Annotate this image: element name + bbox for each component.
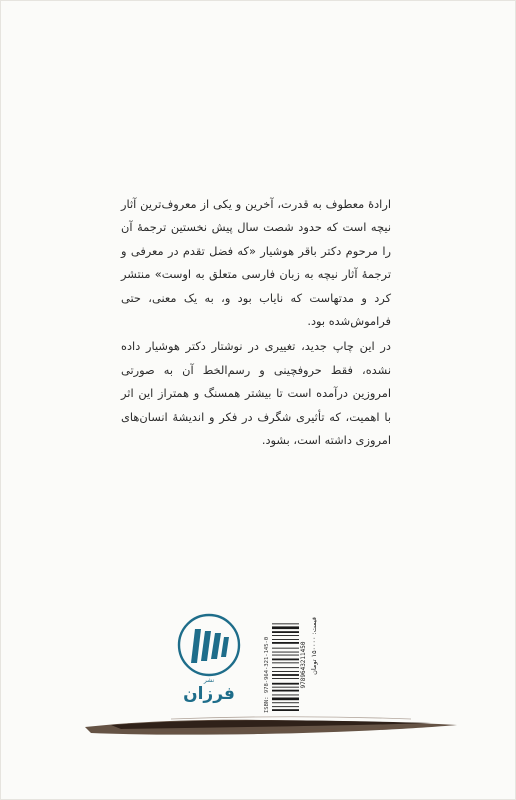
blurb-paragraph-1: ارادهٔ معطوف به قدرت، آخرین و یکی از معروف‌ترین آثار نیچه است که حدود شصت سال پیش نخستین ترجمهٔ آن را مرحوم دکتر باقر هوشیار «که فضل تقدم در معرفی و ترجمهٔ آثار نیچه به زبان فارسی متعلق به اوست» منتشر کرد و مدتهاست که نایاب بود و، به یک معنی، حتی فراموش‌شده بود. bbox=[121, 197, 391, 329]
publisher-small-label: نشر bbox=[203, 677, 215, 684]
price-label: قیمت: ۱۵۰۰۰۰ تومان bbox=[310, 617, 318, 675]
isbn-text: ISBN: 978-964-321-145-0 bbox=[264, 636, 270, 713]
ean-digits: 9789643211450 bbox=[300, 641, 307, 689]
brush-stroke-decoration bbox=[81, 707, 461, 743]
barcode-icon bbox=[272, 617, 299, 713]
back-cover-blurb bbox=[121, 193, 391, 452]
publisher-emblem-icon bbox=[177, 613, 241, 677]
blurb-paragraph-2: در این چاپ جدید، تغییری در نوشتار دکتر هوشیار داده نشده، فقط حروفچینی و رسم‌الخط آن به صورتی امروزین درآمده است تا بیشتر همسنگ و همتراز این اثر با اهمیت، که تأثیری شگرف در فکر و اندیشهٔ انسان‌های امروزی داشته است، بشود. bbox=[121, 339, 391, 448]
publisher-name: فرزان bbox=[183, 684, 235, 704]
barcode-block bbox=[263, 617, 319, 713]
publisher-logo bbox=[171, 613, 247, 713]
